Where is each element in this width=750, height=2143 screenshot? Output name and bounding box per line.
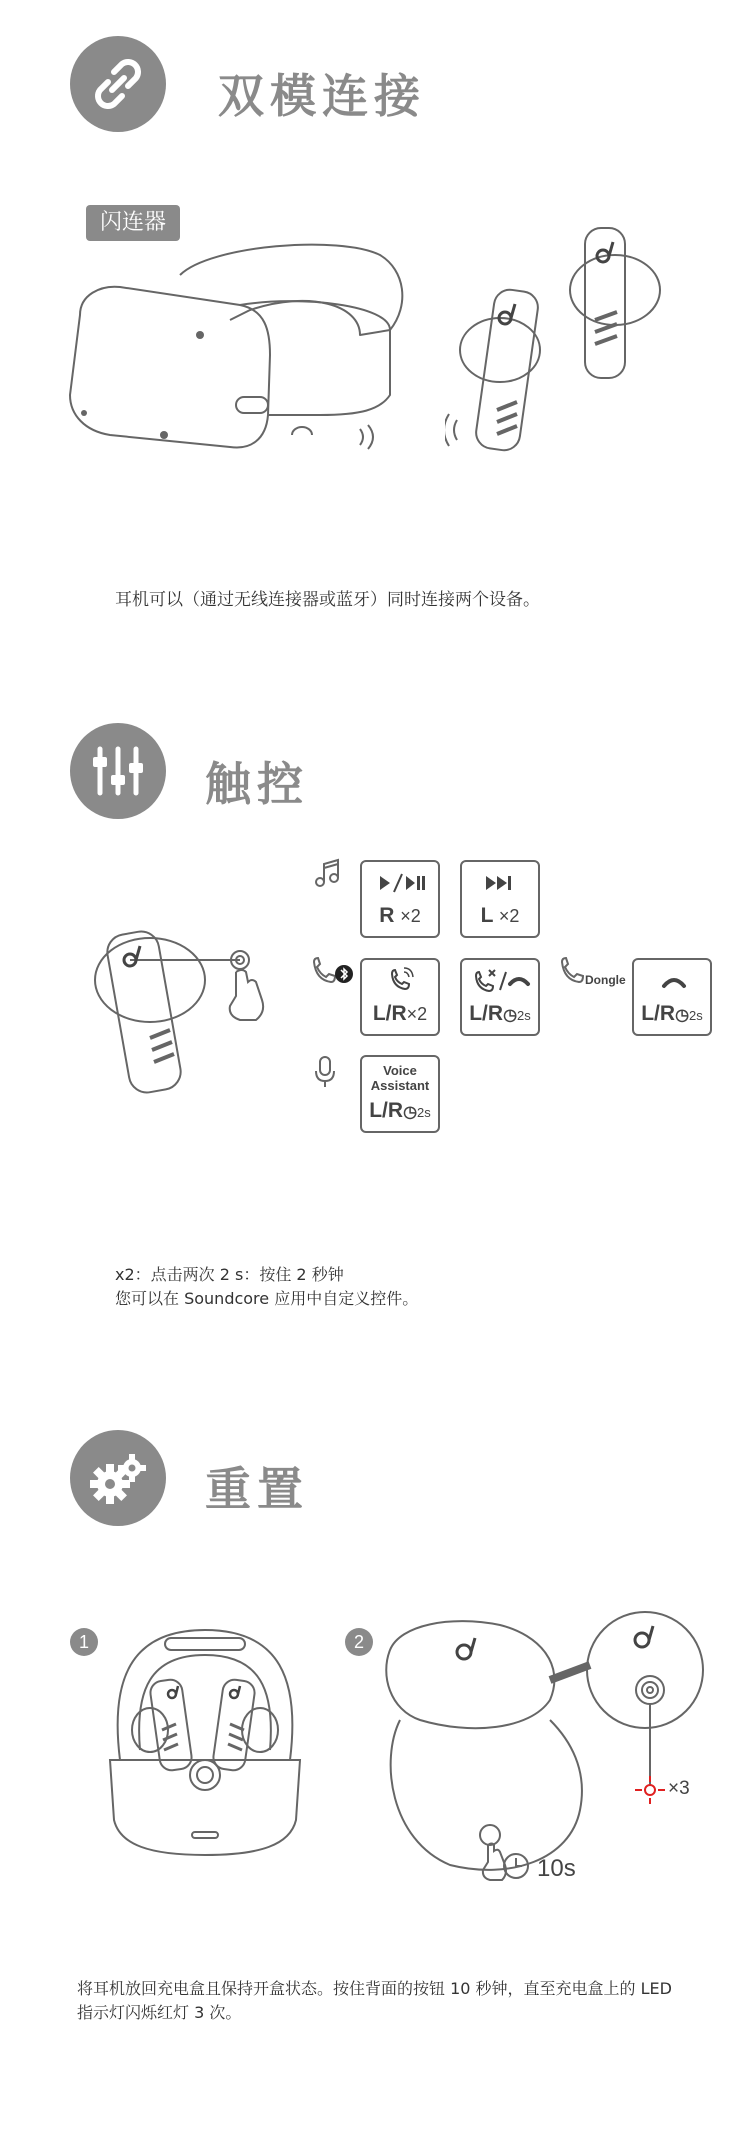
answer-call-icon [362,966,442,996]
led-flash-icon [635,1776,665,1804]
earbud-touch-illustration [80,920,280,1100]
voice-line2: Assistant [370,1078,430,1093]
play-pause-mult: ×2 [400,906,421,926]
clock-icon: ◷ [503,1007,518,1024]
sliders-icon [70,723,166,819]
touch-caption-line2: 您可以在 Soundcore 应用中自定义控件。 [115,1289,419,1308]
dongle-hangup-press: L/R [641,1002,676,1025]
play-pause-press: R [379,904,395,927]
link-icon [70,36,166,132]
reject-hangup-dur: 2s [517,1008,531,1023]
vr-headset-illustration [60,235,420,465]
dongle-hangup-control [632,958,712,1036]
step-2-badge: 2 [345,1628,373,1656]
answer-call-press: L/R [372,1002,407,1025]
microphone-icon [313,1055,337,1089]
section-title-touch: 触控 [205,757,309,811]
reject-hangup-press: L/R [469,1002,504,1025]
step-1-badge: 1 [70,1628,98,1656]
reject-hangup-control [460,958,540,1036]
charging-case-illustration [100,1620,310,1860]
answer-call-control [360,958,440,1036]
voice-dur: 2s [417,1105,431,1120]
next-track-mult: ×2 [498,906,520,926]
phone-dongle-icon [558,956,588,986]
dongle-badge: 闪连器 [86,205,180,241]
dual-mode-caption: 耳机可以（通过无线连接器或蓝牙）同时连接两个设备。 [115,590,540,610]
led-flash-count: ×3 [668,1778,690,1799]
reset-caption-line2: 指示灯闪烁红灯 3 次。 [77,2003,242,2022]
voice-press: L/R [369,1099,404,1122]
play-pause-control [360,860,440,938]
reset-caption-line1: 将耳机放回充电盒且保持开盒状态。按住背面的按钮 10 秒钟，直至充电盒上的 LED [77,1979,672,1998]
voice-assistant-control [360,1055,440,1133]
case-reset-illustration [380,1610,710,1890]
music-note-icon [312,858,342,888]
next-track-press: L [480,904,494,927]
phone-bluetooth-icon [310,956,354,986]
answer-call-mult: ×2 [406,1004,428,1024]
clock-icon: ◷ [403,1104,418,1121]
dongle-hangup-dur: 2s [689,1008,703,1023]
touch-caption-line1: x2：点击两次 2 s：按住 2 秒钟 [115,1265,344,1284]
next-track-icon [462,868,542,898]
voice-line1: Voice [383,1063,417,1078]
dongle-label: Dongle [585,973,626,987]
reject-hangup-icon [462,966,542,996]
clock-icon: ◷ [675,1007,690,1024]
gears-icon [70,1430,166,1526]
play-pause-icon [362,868,442,898]
hold-duration-label: 10s [537,1855,576,1882]
next-track-control [460,860,540,938]
hangup-icon [634,966,714,996]
section-title-dual-mode: 双模连接 [218,69,426,123]
section-title-reset: 重置 [205,1462,309,1516]
earbuds-illustration [445,220,705,480]
